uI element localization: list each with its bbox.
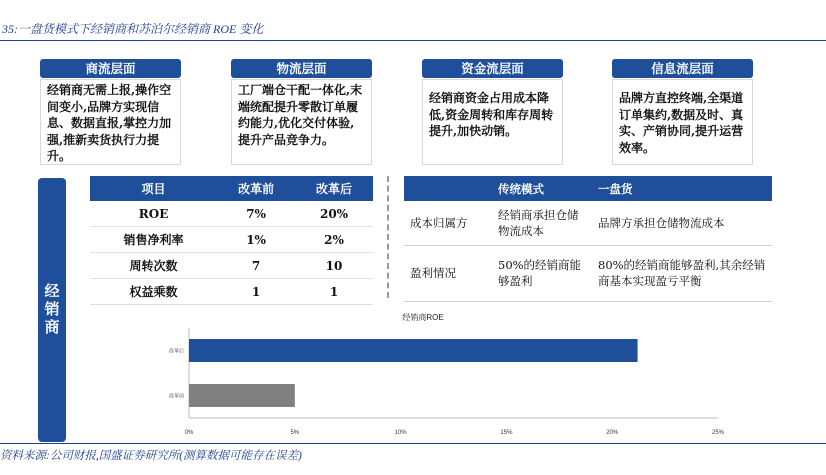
- metrics-header: 改革后: [295, 176, 373, 201]
- x-tick-label: 25%: [711, 430, 725, 436]
- metrics-cell: 2%: [295, 227, 373, 253]
- x-tick-label: 5%: [290, 430, 300, 436]
- mode-header: [404, 176, 492, 201]
- layer-header-information: 信息流层面: [612, 59, 753, 78]
- mode-cell: 成本归属方: [404, 201, 492, 245]
- layer-header-commerce: 商流层面: [40, 59, 181, 78]
- metrics-cell: 销售净利率: [90, 227, 217, 253]
- category-label: 改革前: [168, 393, 184, 400]
- mode-cell: 盈利情况: [404, 245, 492, 301]
- table-row: [404, 245, 772, 301]
- mode-cell: 80%的经销商能够盈利,其余经销商基本实现盈亏平衡: [592, 245, 772, 301]
- metrics-cell: 1%: [217, 227, 295, 253]
- metrics-cell: 10: [295, 253, 373, 279]
- layer-text-information: 品牌方直控终端,全渠道订单集约,数据及时、真实、产销协同,提升运营效率。: [612, 79, 753, 165]
- roe-bar-chart: [150, 308, 750, 442]
- layer-header-capital: 资金流层面: [422, 59, 563, 78]
- mode-header: 一盘货: [592, 176, 772, 201]
- table-row: [90, 279, 373, 305]
- metrics-cell: 20%: [295, 201, 373, 227]
- metrics-cell: 周转次数: [90, 253, 217, 279]
- bar-0: [189, 339, 638, 362]
- table-row: [90, 227, 373, 253]
- top-rule: [0, 40, 826, 41]
- metrics-header: 改革前: [217, 176, 295, 201]
- metrics-table: [90, 176, 373, 305]
- metrics-cell: 1: [295, 279, 373, 305]
- metrics-header: 项目: [90, 176, 217, 201]
- metrics-cell: ROE: [90, 201, 217, 227]
- side-label-dealer: 经销商: [38, 178, 66, 442]
- mode-header: 传统模式: [492, 176, 592, 201]
- metrics-cell: 1: [217, 279, 295, 305]
- metrics-cell: 7: [217, 253, 295, 279]
- x-tick-label: 10%: [394, 430, 407, 436]
- x-tick-label: 0%: [184, 430, 194, 436]
- table-row: [90, 201, 373, 227]
- figure-title: 35:一盘货模式下经销商和苏泊尔经销商 ROE 变化: [2, 22, 264, 36]
- source-note: 资料来源:公司财报,国盛证券研究所(测算数据可能存在误差): [0, 450, 302, 462]
- layer-text-logistics: 工厂端仓干配一体化,末端统配提升零散订单履约能力,优化交付体验,提升产品竞争力。: [231, 79, 372, 165]
- layer-header-logistics: 物流层面: [231, 59, 372, 78]
- metrics-cell: 7%: [217, 201, 295, 227]
- mode-cell: 经销商承担仓储物流成本: [492, 201, 592, 245]
- mode-cell: 品牌方承担仓储物流成本: [592, 201, 772, 245]
- bottom-rule: [0, 443, 826, 444]
- table-row: [404, 201, 772, 245]
- metrics-cell: 权益乘数: [90, 279, 217, 305]
- mode-cell: 50%的经销商能够盈利: [492, 245, 592, 301]
- category-label: 改革后: [168, 348, 184, 355]
- x-tick-label: 20%: [606, 430, 619, 436]
- layer-text-commerce: 经销商无需上报,操作空间变小,品牌方实现信息、数据直报,掌控力加强,推新卖货执行力提升。: [40, 79, 181, 165]
- bar-1: [189, 384, 295, 407]
- layer-text-capital: 经销商资金占用成本降低,资金周转和库存周转提升,加快动销。: [422, 79, 563, 165]
- chart-title: 经销商ROE: [402, 313, 444, 322]
- table-row: [90, 253, 373, 279]
- x-tick-label: 15%: [500, 430, 513, 436]
- dashed-divider: [387, 176, 389, 298]
- mode-table: [404, 176, 772, 302]
